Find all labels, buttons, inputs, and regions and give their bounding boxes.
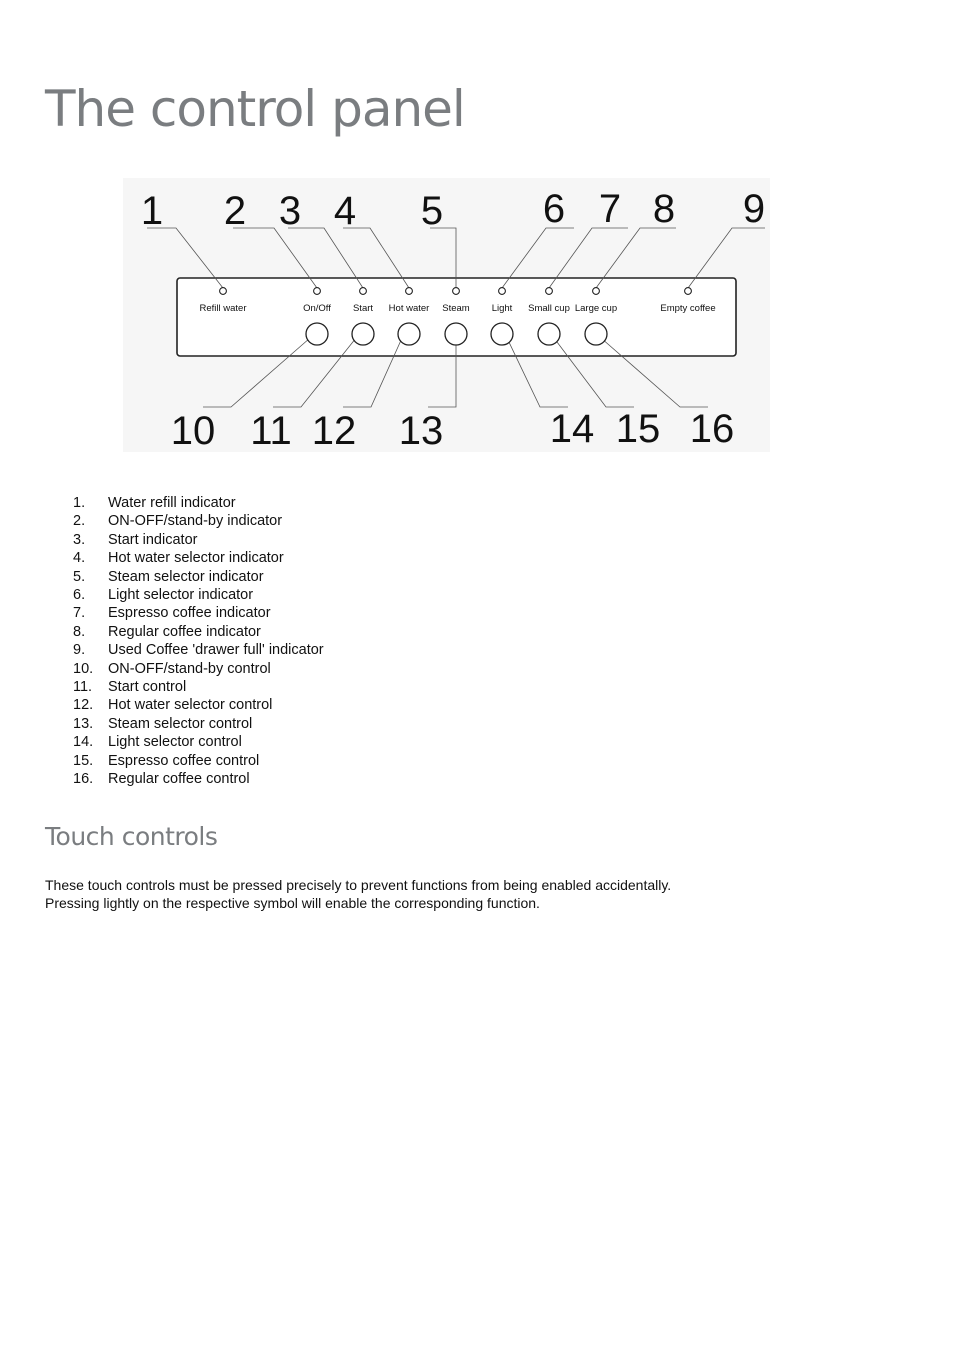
- list-item: 4. Hot water selector indicator: [73, 550, 284, 567]
- callout-number: 9: [742, 187, 766, 231]
- list-item: 1. Water refill indicator: [73, 495, 236, 511]
- list-item: 11. Start control: [73, 679, 187, 696]
- panel-label: On/Off: [303, 303, 331, 314]
- list-item: 7. Espresso coffee indicator: [73, 605, 271, 622]
- panel-label: Small cup: [528, 303, 570, 314]
- list-item: 12. Hot water selector control: [73, 697, 273, 714]
- callout-number: 11: [250, 409, 292, 453]
- list-item: 10. ON-OFF/stand-by control: [73, 660, 271, 677]
- indicator-light: [406, 288, 413, 295]
- touch-button: [352, 323, 374, 345]
- callout-number: 12: [311, 409, 357, 453]
- callout-number: 13: [398, 409, 444, 453]
- panel-label: Light: [491, 303, 513, 314]
- panel-label: Start: [352, 303, 374, 314]
- indicator-light: [593, 288, 600, 295]
- indicator-light: [546, 288, 553, 295]
- touch-button: [491, 323, 513, 345]
- panel-label: Steam: [442, 303, 470, 314]
- callout-number: 7: [598, 187, 622, 231]
- list-item: 13. Steam selector control: [73, 715, 253, 732]
- callout-number: 4: [333, 189, 357, 233]
- indicator-light: [685, 288, 692, 295]
- callout-number: 5: [420, 189, 444, 233]
- page-title: The control panel: [45, 80, 465, 138]
- touch-button: [585, 323, 607, 345]
- body-line: These touch controls must be pressed precisely to prevent functions from being enabled accidentally.: [45, 877, 672, 893]
- panel-label: Empty coffee: [660, 303, 716, 314]
- callout-number: 1: [140, 189, 164, 233]
- panel-label: Refill water: [199, 303, 247, 314]
- callout-number: 8: [652, 187, 676, 231]
- callout-number: 15: [615, 407, 661, 451]
- touch-button: [398, 323, 420, 345]
- indicator-light: [453, 288, 460, 295]
- legend-list: [73, 494, 324, 789]
- panel-label: Hot water: [388, 303, 430, 314]
- touch-button: [538, 323, 560, 345]
- list-item: 2. ON-OFF/stand-by indicator: [73, 513, 283, 530]
- body-line: Pressing lightly on the respective symbol will enable the corresponding function.: [45, 895, 540, 912]
- list-item: 6. Light selector indicator: [73, 587, 254, 604]
- panel-label: Large cup: [574, 303, 618, 314]
- callout-number: 6: [542, 187, 566, 231]
- callout-number: 16: [689, 407, 735, 451]
- list-item: 9. Used Coffee 'drawer full' indicator: [73, 642, 324, 659]
- section-title-touch-controls: Touch controls: [45, 822, 218, 851]
- indicator-light: [220, 288, 227, 295]
- control-panel-diagram: [0, 170, 954, 460]
- list-item: 3. Start indicator: [73, 531, 198, 548]
- touch-controls-text: [45, 876, 905, 913]
- indicator-light: [360, 288, 367, 295]
- callout-number: 3: [278, 189, 302, 233]
- callout-number: 14: [549, 407, 595, 451]
- indicator-light: [499, 288, 506, 295]
- list-item: 8. Regular coffee indicator: [73, 623, 261, 640]
- list-item: 14. Light selector control: [73, 734, 242, 751]
- callout-number: 2: [223, 189, 247, 233]
- touch-button: [306, 323, 328, 345]
- list-item: 15. Espresso coffee control: [73, 752, 260, 769]
- list-item: 5. Steam selector indicator: [73, 568, 264, 585]
- touch-button: [445, 323, 467, 345]
- indicator-light: [314, 288, 321, 295]
- list-item: 16. Regular coffee control: [73, 771, 250, 788]
- callout-number: 10: [170, 409, 216, 453]
